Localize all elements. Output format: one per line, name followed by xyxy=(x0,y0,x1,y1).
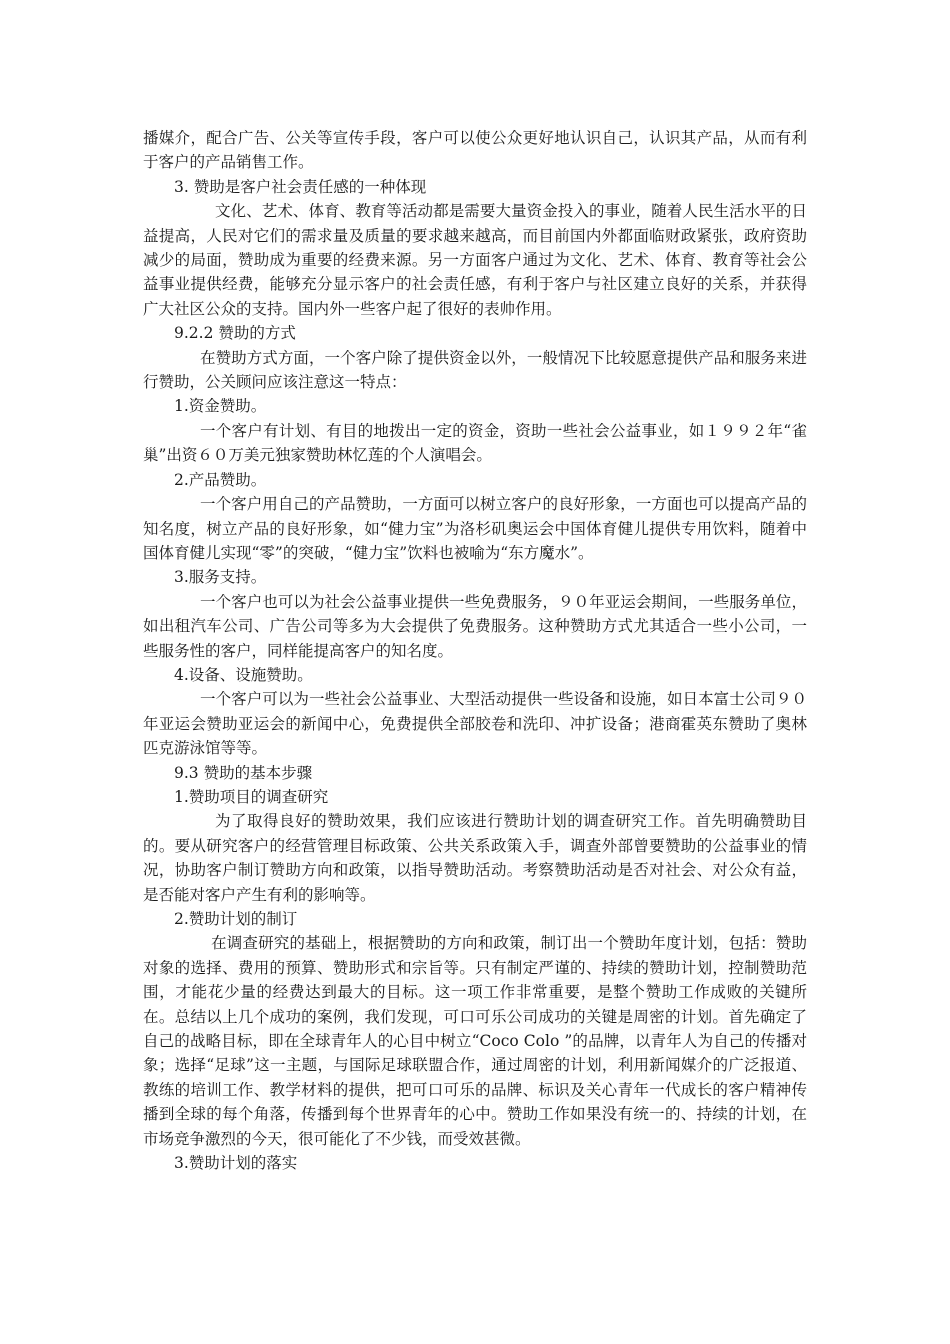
paragraph: 一个客户也可以为社会公益事业提供一些免费服务，９０年亚运会期间，一些服务单位，如出租汽车公司、广告公司等多为大会提供了免费服务。这种赞助方式尤其适合一些小公司，一些服务性的客户，同样能提高客户的知名度。 xyxy=(143,592,807,660)
document-page xyxy=(143,126,807,1175)
section-heading: 2.赞助计划的制订 xyxy=(174,910,298,928)
section-heading: 9.3 赞助的基本步骤 xyxy=(174,763,313,782)
paragraph: 为了取得良好的赞助效果，我们应该进行赞助计划的调查研究工作。首先明确赞助目的。要从研究客户的经营管理目标政策、公共关系政策入手，调查外部曾要赞助的公益事业的情况，协助客户制订赞助方向和政策，以指导赞助活动。考察赞助活动是否对社会、对公众有益，是否能对客户产生有利的影响等。 xyxy=(143,812,807,904)
paragraph: 播媒介，配合广告、公关等宣传手段，客户可以使公众更好地认识自己，认识其产品，从而有利于客户的产品销售工作。 xyxy=(143,129,807,172)
section-heading: 4.设备、设施赞助。 xyxy=(174,665,313,684)
section-heading: 1.赞助项目的调查研究 xyxy=(174,787,329,806)
section-heading: 3.赞助计划的落实 xyxy=(174,1154,298,1173)
section-heading: 3.服务支持。 xyxy=(174,568,267,587)
paragraph: 一个客户有计划、有目的地拨出一定的资金，资助一些社会公益事业，如１９９２年“雀巢”出资６０万美元独家赞助林忆莲的个人演唱会。 xyxy=(143,421,807,465)
paragraph: 一个客户可以为一些社会公益事业、大型活动提供一些设备和设施，如日本富士公司９０年亚运会赞助亚运会的新闻中心，免费提供全部胶卷和洗印、冲扩设备；港商霍英东赞助了奥林匹克游泳馆等等。 xyxy=(143,690,807,758)
paragraph: 在赞助方式方面，一个客户除了提供资金以外，一般情况下比较愿意提供产品和服务来进行赞助，公关顾问应该注意这一特点： xyxy=(143,348,807,392)
paragraph: 文化、艺术、体育、教育等活动都是需要大量资金投入的事业，随着人民生活水平的日益提高，人民对它们的需求量及质量的要求越来越高，而目前国内外都面临财政紧张，政府资助减少的局面，赞助成为重要的经费来源。另一方面客户通过为文化、艺术、体育、教育等社会公益事业提供经费，能够充分显示客户的社会责任感，有利于客户与社区建立良好的关系，并获得广大社区公众的支持。国内外一些客户起了很好的表帅作用。 xyxy=(143,202,807,318)
paragraph: 一个客户用自己的产品赞助，一方面可以树立客户的良好形象，一方面也可以提高产品的知名度，树立产品的良好形象，如“健力宝”为洛杉矶奥运会中国体育健儿提供专用饮料，随着中国体育健儿实现“零”的突破，“健力宝”饮料也被喻为“东方魔水”。 xyxy=(143,495,807,562)
section-heading: 9.2.2 赞助的方式 xyxy=(174,324,296,343)
section-heading: 2.产品赞助。 xyxy=(174,470,267,489)
section-heading: 3. 赞助是客户社会责任感的一种体现 xyxy=(174,177,427,196)
paragraph: 在调查研究的基础上，根据赞助的方向和政策，制订出一个赞助年度计划，包括：赞助对象的选择、费用的预算、赞助形式和宗旨等。只有制定严谨的、持续的赞助计划，控制赞助范围，才能花少量的经费达到最大的目标。这一项工作非常重要，是整个赞助工作成败的关键所在。总结以上几个成功的案例，我们发现，可口可乐公司成功的关键是周密的计划。首先确定了自己的战略目标，即在全球青年人的心目中树立“Coco Colo ”的品牌，以青年人为自己的传播对象；选择“足球”这一主题，与国际足球联盟合作，通过周密的计划，利用新闻媒介的广泛报道、教练的培训工作、教学材料的提供，把可口可乐的品牌、标识及关心青年一代成长的客户精神传播到全球的每个角落，传播到每个世界青年的心中。赞助工作如果没有统一的、持续的计划，在市场竞争激烈的今天，很可能化了不少钱，而受效甚微。 xyxy=(143,934,807,1148)
section-heading: 1.资金赞助。 xyxy=(174,397,267,416)
